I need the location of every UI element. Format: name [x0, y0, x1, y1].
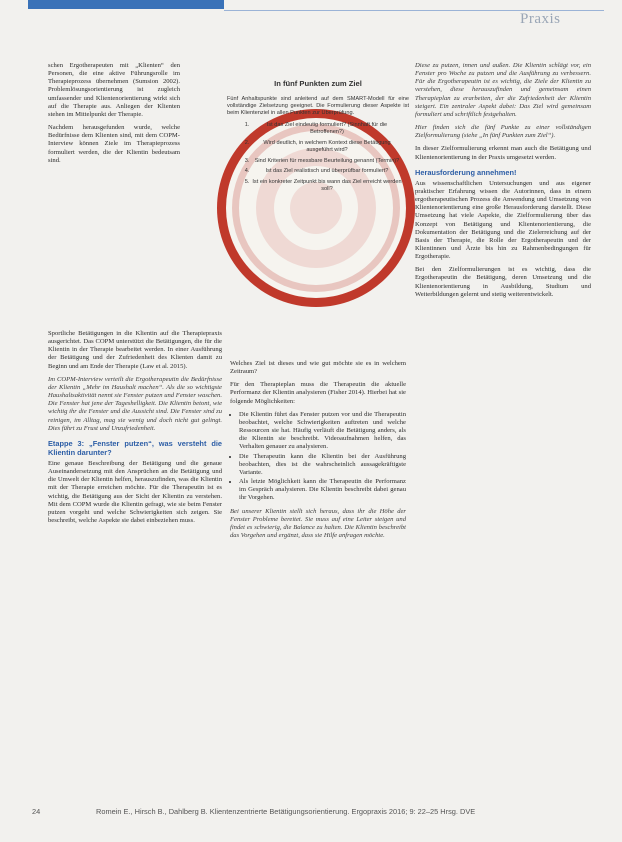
box-list-item: 1. Ist das Ziel eindeutig formuliert? (Sinnhaft für die Betroffenen?) [251, 122, 403, 136]
column-1-lower [48, 330, 222, 530]
section-title: Praxis [520, 11, 561, 27]
header-color-bar [28, 0, 224, 9]
box-title: In fünf Punkten zum Ziel [274, 79, 362, 88]
bullet-item: • Die Therapeutin kann die Klientin bei der Ausführung beobachten, dies ist die wahrscheinlich aussagekräftigste Variante. [239, 453, 406, 477]
paragraph: Nachdem herausgefunden wurde, welche Bedürfnisse dem Klienten sind, mit dem COPM-Interview können Ziele im Therapieprozess formuliert werden, die der Klientin bedeutsam sind. [48, 124, 180, 164]
page-number: 24 [32, 807, 41, 816]
paragraph: Welches Ziel ist dieses und wie gut möchte sie es in welchem Zeitraum? [230, 360, 406, 376]
case-italic-text: Bei unserer Klientin stellt sich heraus, dass ihr die Höhe der Fenster Probleme bereitet. Sie muss auf eine Leiter steigen und findet es schwierig, die Balance zu halten. Die Klientin beschreibt das Vorgehen und ergänzt, dass sie Hilfe anfragen möchte. [230, 507, 406, 539]
bullet-list [230, 411, 406, 503]
box-intro: Fünf Anhaltspunkte sind anleitend auf dem SMART-Modell für eine vollständige Zielsetzung geeignet. Die Formulierung dieser Aspekte ist beim Klientenziel in allen Punkten zur Überprüfung. [227, 96, 409, 116]
subheading: Etappe 3: „Fenster putzen“, was versteht die Klientin darunter? [48, 438, 222, 457]
paragraph: Für den Therapieplan muss die Therapeutin die aktuelle Performanz der Klientin analysieren (Fisher 2014). Hierbei hat sie folgende Möglichkeiten: [230, 381, 406, 405]
case-italic-text: Diese zu putzen, innen und außen. Die Klientin schlägt vor, ein Fenster pro Woche zu putzen und die Ausführung zu verbessern. Für die Ergotherapeutin ist es wichtig, die Ziele der Klientin zu verstehen, diese herauszufinden und gemeinsam einen Therapieplan zu erarbeiten, der die Zufriedenheit der Klientin steigert. Ein zentraler Aspekt dabei: Das Ziel wird gemeinsam formuliert und schriftlich festgehalten. [415, 62, 591, 118]
box-list-item: 5. Ist ein konkreter Zeitpunkt bis wann das Ziel erreicht werden soll? [251, 179, 403, 193]
paragraph: Eine genaue Beschreibung der Betätigung und die genaue Auseinandersetzung mit den Ansprüchen an die Betätigung und die Umwelt der Klientin helfen, herauszufinden, was die Klientin mit der Therapie erreichen möchte. Für die Therapeutin ist es wichtig, die Betätigung aus der Sicht der Klientin zu verstehen. Mit dem COPM wurde die Klientin gefragt, wie sie beim Fenster putzen vorgeht und welche Schwierigkeiten sich zeigen. Sie beschreibt, welche Aspekte sie dabei einbeziehen muss. [48, 459, 222, 524]
paragraph: schen Ergotherapeuten mit „Klienten“ den Personen, die eine aktive Führungsrolle im Therapieprozess übernehmen (Sumsion 2002). Problemlösungsorientierung ist zugleich umfassender und Klientenorientierung wirkt sich auf die Therapie aus. Anliegen der Klienten stehen im Mittelpunkt der Therapie. [48, 62, 180, 118]
citation: Romein E., Hirsch B., Dahlberg B. Klientenzentrierte Betätigungsorientierung. Ergopraxis 2016; 9: 22–25 Hrsg. DVE [96, 807, 476, 816]
box-list [227, 122, 409, 192]
case-italic-text: Im COPM-Interview verteilt die Ergotherapeutin die Bedürfnisse der Klientin „Mehr im Haushalt machen“. Als die so wichtigste Haushaltsaktivität nennt sie Fenster putzen und Fenster waschen. Die Fenster hat jene der Tageshelligkeit. Die Klientin betont, wie wichtig ihr die Fenster und die Aussicht sind. Die Fenster sind zu reinigen, im Alltag, mag sie wenig und doch nicht gut gelingt. Dies führt zu Frust und Unzufriedenheit. [48, 375, 222, 432]
column-1-upper [48, 62, 180, 170]
info-box [227, 79, 409, 317]
case-italic-text: Hier finden sich die fünf Punkte zu einer vollständigen Zielformulierung (siehe „In fünf Punkten zum Ziel“). [415, 124, 591, 140]
column-2 [230, 360, 406, 545]
column-3 [415, 62, 591, 304]
bullet-item: • Die Klientin führt das Fenster putzen vor und die Therapeutin beobachtet, welche Schwierigkeiten auftreten und welche Ressourcen sie hat. Häufig verläuft die Betätigung anders, als die Klientin sie beschreibt. Videoaufnahmen helfen, das Verhalten genauer zu analysieren. [239, 411, 406, 452]
paragraph: In dieser Zielformulierung erkennt man auch die Betätigung und Klientenorientierung in der Praxis umgesetzt werden. [415, 145, 591, 161]
subheading: Herausforderung annehmen! [415, 167, 517, 177]
paragraph: Sportliche Betätigungen in die Klientin auf die Therapiepraxis ausgerichtet. Das COPM unterstützt die Betätigungen, die für die Klientin in der Therapie bearbeitet werden. In einer Ausführung der Betätigung und der Zufriedenheit des Klienten damit zu Beginn und am Ende der Therapie (Law et al. 2015). [48, 330, 222, 370]
paragraph: Aus wissenschaftlichen Untersuchungen und aus eigener praktischer Erfahrung wissen die Autorinnen, dass in einem ergotherapeutischen Prozess die Anwendung und Umsetzung von Klientenorientierung eine große Herausforderung darstellt. Diese Umsetzung hat viele Aspekte, die Zielformulierung über das Konzept von Betätigung und Klientenorientierung, die Dokumentation der Betätigung und die Zielerreichung auf der Basis der Therapie, die Rolle der Ergotherapeutin und der Klientinnen und Ärzte bis hin zu Rahmenbedingungen für Ergotherapie. [415, 179, 591, 261]
paragraph: Bei den Zielformulierungen ist es wichtig, dass die Ergotherapeutin die Betätigung, deren Umsetzung und die Klientenorientierung in Ausbildung, Studium und Weiterbildungen gelernt und stetig weiterentwickelt. [415, 266, 591, 298]
box-list-item: 3. Sind Kriterien für messbare Beurteilung genannt (Termin)? [251, 158, 403, 165]
box-list-item: 2. Wird deutlich, in welchem Kontext diese Betätigung ausgeführt wird? [251, 140, 403, 154]
bullet-item: • Als letzte Möglichkeit kann die Therapeutin die Performanz im Gespräch analysieren. Die Klientin beschreibt dabei genau ihr Vorgehen. [239, 478, 406, 502]
box-list-item: 4. Ist das Ziel realistisch und überprüfbar formuliert? [251, 168, 403, 175]
